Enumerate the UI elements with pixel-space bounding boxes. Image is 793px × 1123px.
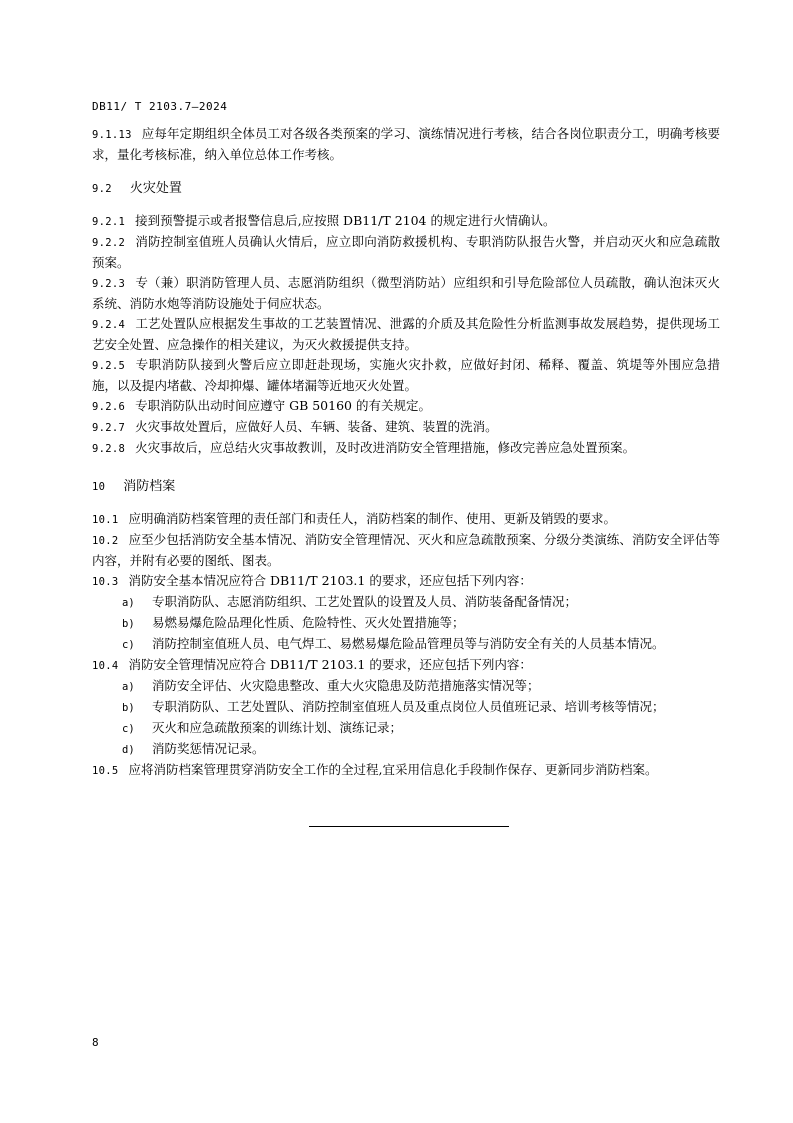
clause-text: 火灾事故后，应总结火灾事故教训，及时改进消防安全管理措施，修改完善应急处置预案。 xyxy=(135,440,636,455)
end-of-document-rule xyxy=(309,826,509,827)
section-heading-9-2 xyxy=(92,179,720,199)
clause-9-2-6 xyxy=(92,396,720,417)
list-item-text: 专职消防队、工艺处置队、消防控制室值班人员及重点岗位人员值班记录、培训考核等情况； xyxy=(152,699,665,714)
clause-text: 火灾事故处置后，应做好人员、车辆、装备、建筑、装置的洗消。 xyxy=(135,419,498,434)
clause-9-2-7 xyxy=(92,417,720,438)
clause-number: 9.2.7 xyxy=(92,422,126,434)
page-content xyxy=(92,124,720,781)
list-item-10-3-b xyxy=(92,613,720,634)
clause-number: 10.4 xyxy=(92,660,119,672)
list-item-10-4-c xyxy=(92,718,720,739)
clause-9-2-1 xyxy=(92,211,720,232)
list-item-label: b) xyxy=(122,702,135,714)
clause-number: 10.3 xyxy=(92,576,119,588)
clause-number: 9.2.8 xyxy=(92,443,126,455)
clause-number: 9.2.5 xyxy=(92,360,126,372)
clause-text: 专职消防队出动时间应遵守 GB 50160 的有关规定。 xyxy=(135,398,431,413)
clause-text: 应将消防档案管理贯穿消防安全工作的全过程,宜采用信息化手段制作保存、更新同步消防档案。 xyxy=(128,762,658,777)
clause-text: 应每年定期组织全体员工对各级各类预案的学习、演练情况进行考核，结合各岗位职责分工，明确考核要求，量化考核标准，纳入单位总体工作考核。 xyxy=(92,126,720,162)
clause-10-1 xyxy=(92,509,720,530)
clause-10-4 xyxy=(92,655,720,676)
clause-number: 10.5 xyxy=(92,765,119,777)
list-item-label: c) xyxy=(122,723,135,735)
list-item-label: a) xyxy=(122,681,135,693)
clause-9-2-4 xyxy=(92,314,720,355)
clause-number: 9.1.13 xyxy=(92,129,132,141)
clause-10-5 xyxy=(92,760,720,781)
clause-number: 9.2.2 xyxy=(92,237,126,249)
list-item-10-3-c xyxy=(92,634,720,655)
list-item-text: 易燃易爆危险品理化性质、危险特性、灭火处置措施等； xyxy=(152,615,465,630)
clause-number: 9.2.6 xyxy=(92,401,126,413)
clause-number: 10.2 xyxy=(92,535,119,547)
clause-9-2-3 xyxy=(92,273,720,314)
clause-text: 应明确消防档案管理的责任部门和责任人，消防档案的制作、使用、更新及销毁的要求。 xyxy=(128,511,617,526)
clause-number: 10.1 xyxy=(92,514,119,526)
clause-9-2-5 xyxy=(92,355,720,396)
clause-text: 消防安全基本情况应符合 DB11/T 2103.1 的要求，还应包括下列内容： xyxy=(128,573,532,588)
list-item-10-4-a xyxy=(92,676,720,697)
section-number: 9.2 xyxy=(92,183,112,195)
section-heading-10 xyxy=(92,477,720,497)
list-item-label: d) xyxy=(122,744,135,756)
list-item-text: 消防控制室值班人员、电气焊工、易燃易爆危险品管理员等与消防安全有关的人员基本情况。 xyxy=(152,636,665,651)
clause-9-1-13 xyxy=(92,124,720,165)
clause-10-2 xyxy=(92,530,720,571)
clause-number: 9.2.4 xyxy=(92,319,126,331)
list-item-10-3-a xyxy=(92,592,720,613)
list-item-10-4-d xyxy=(92,739,720,760)
list-item-label: a) xyxy=(122,597,135,609)
clause-9-2-2 xyxy=(92,232,720,273)
clause-number: 9.2.1 xyxy=(92,216,126,228)
section-title: 消防档案 xyxy=(123,479,176,494)
list-item-10-4-b xyxy=(92,697,720,718)
clause-text: 专（兼）职消防管理人员、志愿消防组织（微型消防站）应组织和引导危险部位人员疏散，确认泡沫灭火系统、消防水炮等消防设施处于伺应状态。 xyxy=(92,275,720,311)
document-code-header: DB11/ T 2103.7—2024 xyxy=(92,100,228,113)
clause-text: 工艺处置队应根据发生事故的工艺装置情况、泄露的介质及其危险性分析监测事故发展趋势，提供现场工艺安全处置、应急操作的相关建议，为灭火救援提供支持。 xyxy=(92,316,720,352)
list-item-label: c) xyxy=(122,639,135,651)
clause-text: 应至少包括消防安全基本情况、消防安全管理情况、灭火和应急疏散预案、分级分类演练、消防安全评估等内容，并附有必要的图纸、图表。 xyxy=(92,532,720,568)
list-item-label: b) xyxy=(122,618,135,630)
clause-text: 接到预警提示或者报警信息后,应按照 DB11/T 2104 的规定进行火情确认。 xyxy=(135,213,556,228)
clause-number: 9.2.3 xyxy=(92,278,126,290)
clause-10-3 xyxy=(92,571,720,592)
list-item-text: 消防奖惩情况记录。 xyxy=(152,741,265,756)
clause-text: 消防安全管理情况应符合 DB11/T 2103.1 的要求，还应包括下列内容： xyxy=(128,657,532,672)
clause-9-2-8 xyxy=(92,438,720,459)
clause-text: 消防控制室值班人员确认火情后，应立即向消防救援机构、专职消防队报告火警，并启动灭火和应急疏散预案。 xyxy=(92,234,720,270)
page-number-footer: 8 xyxy=(92,1036,99,1049)
list-item-text: 灭火和应急疏散预案的训练计划、演练记录； xyxy=(152,720,403,735)
list-item-text: 消防安全评估、火灾隐患整改、重大火灾隐患及防范措施落实情况等； xyxy=(152,678,540,693)
clause-text: 专职消防队接到火警后应立即赶赴现场，实施火灾扑救，应做好封闭、稀释、覆盖、筑堤等外围应急措施，以及提内堵截、冷却抑爆、罐体堵漏等近地灭火处置。 xyxy=(92,357,720,393)
section-title: 火灾处置 xyxy=(129,181,182,196)
list-item-text: 专职消防队、志愿消防组织、工艺处置队的设置及人员、消防装备配备情况； xyxy=(152,594,578,609)
section-number: 10 xyxy=(92,481,106,493)
